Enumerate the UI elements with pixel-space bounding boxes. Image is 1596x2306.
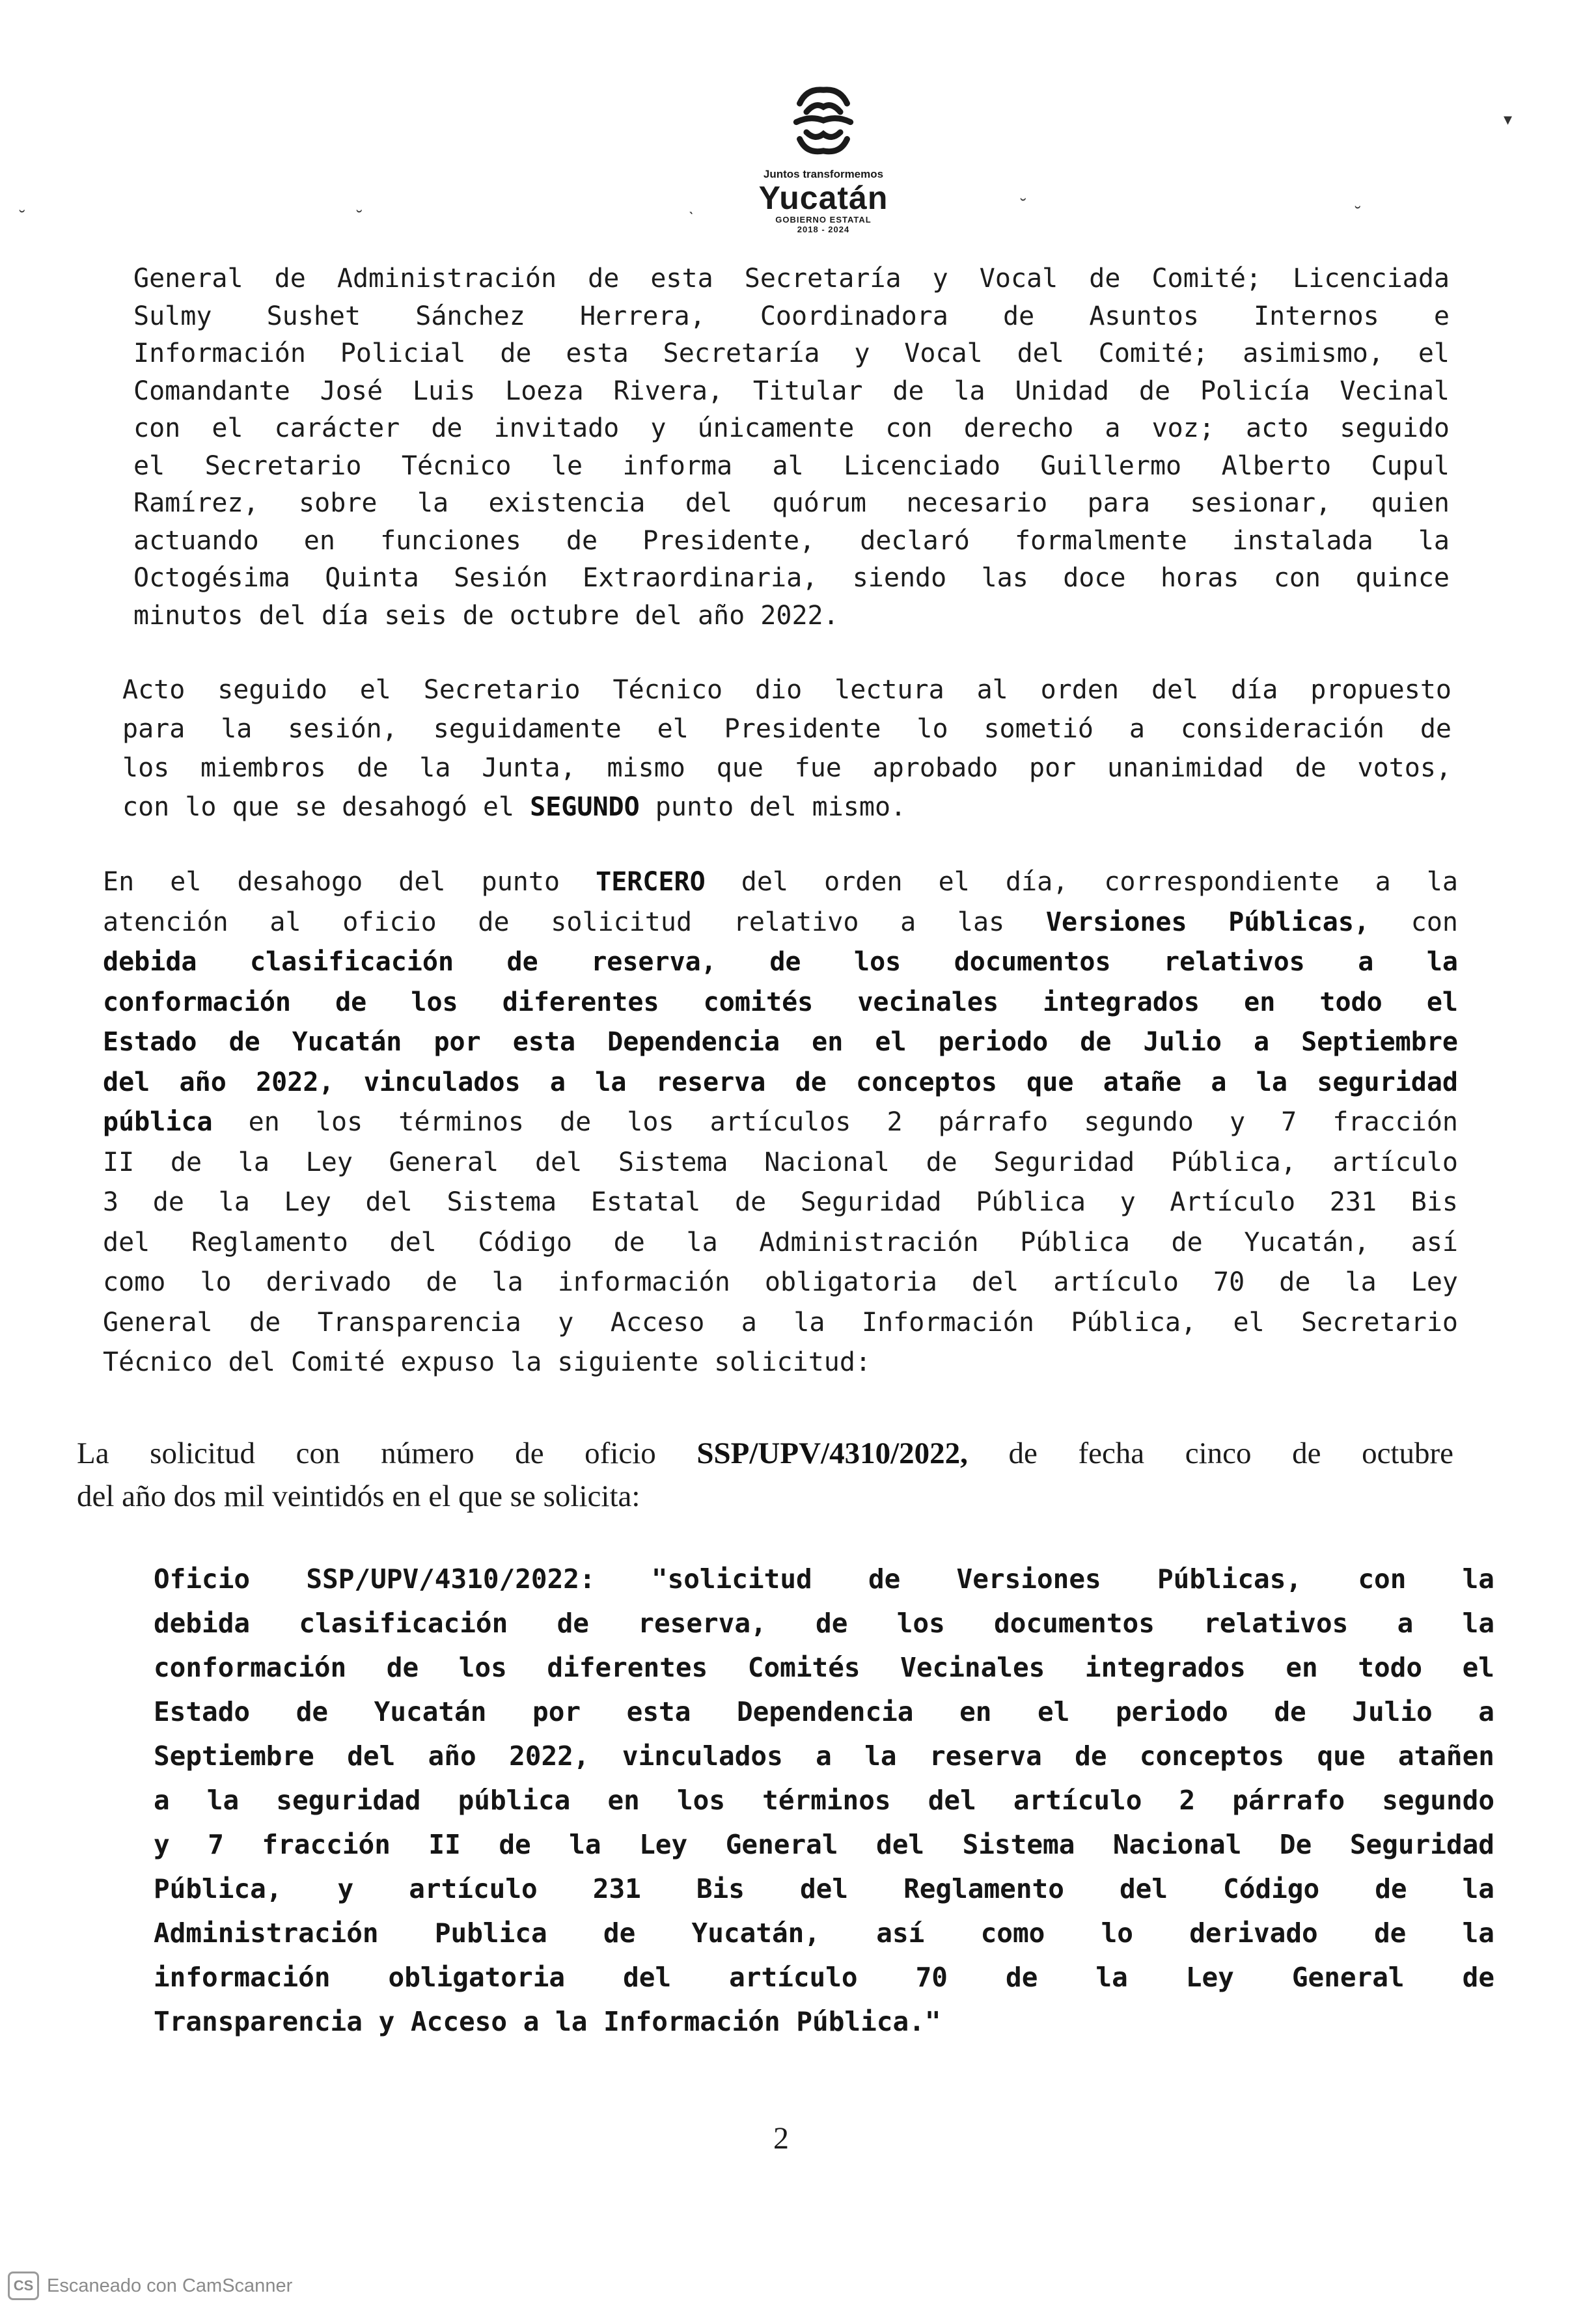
quote-line: a la seguridad pública en los términos del artículo 2 párrafo segundo bbox=[154, 1785, 1494, 1816]
text-run: con lo que se desahogó el bbox=[122, 792, 530, 822]
quote-line: y 7 fracción II de la Ley General del Sistema Nacional De Seguridad bbox=[154, 1829, 1494, 1860]
scan-speck: ▾ bbox=[1504, 109, 1513, 129]
text-line: minutos del día seis de octubre del año 2022. bbox=[133, 600, 839, 631]
quote-line: información obligatoria del artículo 70 de la Ley General de bbox=[154, 1962, 1494, 1993]
bold-text-line: del año 2022, vinculados a la reserva de conceptos que atañe a la seguridad bbox=[103, 1067, 1458, 1097]
logo-tagline: Juntos transformemos bbox=[763, 168, 884, 180]
text-line: Acto seguido el Secretario Técnico dio lectura al orden del día propuesto bbox=[122, 675, 1452, 705]
text-line: Comandante José Luis Loeza Rivera, Titular de la Unidad de Policía Vecinal bbox=[133, 376, 1450, 406]
text-line: Octogésima Quinta Sesión Extraordinaria, siendo las doce horas con quince bbox=[133, 563, 1450, 593]
text-line: Sulmy Sushet Sánchez Herrera, Coordinadora de Asuntos Internos e bbox=[133, 301, 1450, 331]
text-line: General de Administración de esta Secretaría y Vocal de Comité; Licenciada bbox=[133, 264, 1450, 294]
quote-line: Pública, y artículo 231 Bis del Reglamento del Código de la bbox=[154, 1873, 1494, 1904]
bold-text-line: Estado de Yucatán por esta Dependencia en el periodo de Julio a Septiembre bbox=[103, 1027, 1458, 1057]
text-line: del Reglamento del Código de la Administración Pública de Yucatán, así bbox=[103, 1227, 1458, 1257]
text-line: General de Transparencia y Acceso a la Información Pública, el Secretario bbox=[103, 1307, 1458, 1338]
text-line: del año dos mil veintidós en el que se solicita: bbox=[77, 1479, 640, 1513]
scan-speck: ˘ bbox=[1355, 203, 1361, 223]
paragraph-2 bbox=[122, 670, 1452, 827]
text-run: del orden el día, correspondiente a la bbox=[705, 867, 1458, 897]
scan-speck: ˘ bbox=[1021, 195, 1026, 215]
bold-term: SSP/UPV/4310/2022, bbox=[696, 1436, 968, 1470]
text-line: actuando en funciones de Presidente, declaró formalmente instalada la bbox=[133, 525, 1450, 556]
quote-line: Estado de Yucatán por esta Dependencia en el periodo de Julio a bbox=[154, 1696, 1494, 1727]
text-line: II de la Ley General del Sistema Nacional de Seguridad Pública, artículo bbox=[103, 1147, 1458, 1177]
quoted-request bbox=[154, 1557, 1494, 2044]
text-line: los miembros de la Junta, mismo que fue aprobado por unanimidad de votos, bbox=[122, 753, 1452, 783]
bold-term: SEGUNDO bbox=[530, 792, 640, 822]
text-run: de fecha cinco de octubre bbox=[967, 1436, 1453, 1470]
quote-line: Transparencia y Acceso a la Información Pública." bbox=[154, 2006, 941, 2037]
text-run: con bbox=[1369, 907, 1458, 937]
paragraph-4 bbox=[77, 1432, 1453, 1518]
quote-line: conformación de los diferentes Comités Vecinales integrados en todo el bbox=[154, 1652, 1494, 1683]
bold-text-line: debida clasificación de reserva, de los documentos relativos a la bbox=[103, 947, 1458, 977]
text-line: como lo derivado de la información obligatoria del artículo 70 de la Ley bbox=[103, 1267, 1458, 1297]
scan-speck: ˘ bbox=[357, 207, 363, 226]
text-line bbox=[77, 1432, 1453, 1475]
yucatan-emblem-icon bbox=[781, 78, 866, 163]
scanner-watermark bbox=[8, 2272, 292, 2300]
text-run: atención al oficio de solicitud relativo a las bbox=[103, 907, 1046, 937]
watermark-label: Escaneado con CamScanner bbox=[47, 2275, 293, 2296]
text-line: Ramírez, sobre la existencia del quórum necesario para sesionar, quien bbox=[133, 488, 1450, 518]
camscanner-icon: CS bbox=[8, 2272, 39, 2300]
scan-speck: ˘ bbox=[20, 207, 25, 226]
text-line: el Secretario Técnico le informa al Licenciado Guillermo Alberto Cupul bbox=[133, 450, 1450, 481]
text-line: Técnico del Comité expuso la siguiente solicitud: bbox=[103, 1347, 872, 1377]
header-logo bbox=[716, 78, 931, 234]
text-line: con el carácter de invitado y únicamente con derecho a voz; acto seguido bbox=[133, 413, 1450, 443]
text-run: punto del mismo. bbox=[639, 792, 907, 822]
text-run: La solicitud con número de oficio bbox=[77, 1436, 697, 1470]
text-line bbox=[122, 788, 1452, 827]
bold-term: TERCERO bbox=[596, 867, 706, 897]
logo-years: 2018 - 2024 bbox=[797, 225, 850, 234]
text-line: Información Policial de esta Secretaría y Vocal del Comité; asimismo, el bbox=[133, 338, 1450, 368]
paragraph-1 bbox=[133, 260, 1450, 635]
text-line bbox=[103, 862, 1458, 903]
text-line bbox=[103, 903, 1458, 943]
page-number: 2 bbox=[773, 2121, 789, 2156]
logo-name: Yucatán bbox=[758, 180, 888, 216]
bold-term: pública bbox=[103, 1107, 213, 1137]
quote-line: Septiembre del año 2022, vinculados a la reserva de conceptos que atañen bbox=[154, 1740, 1494, 1772]
bold-text-line: conformación de los diferentes comités vecinales integrados en todo el bbox=[103, 987, 1458, 1017]
text-run: en los términos de los artículos 2 párrafo segundo y 7 fracción bbox=[212, 1107, 1458, 1137]
paragraph-3 bbox=[103, 862, 1458, 1383]
quote-line: Administración Publica de Yucatán, así como lo derivado de la bbox=[154, 1917, 1494, 1949]
quote-line: debida clasificación de reserva, de los documentos relativos a la bbox=[154, 1608, 1494, 1639]
logo-subtitle: GOBIERNO ESTATAL bbox=[775, 215, 872, 225]
quote-line: Oficio SSP/UPV/4310/2022: "solicitud de Versiones Públicas, con la bbox=[154, 1563, 1494, 1595]
text-line bbox=[103, 1103, 1458, 1143]
text-line: para la sesión, seguidamente el Presidente lo sometió a consideración de bbox=[122, 714, 1452, 744]
scan-speck: ˎ bbox=[689, 195, 695, 215]
text-run: En el desahogo del punto bbox=[103, 867, 596, 897]
bold-term: Versiones Públicas, bbox=[1045, 907, 1370, 937]
text-line: 3 de la Ley del Sistema Estatal de Seguridad Pública y Artículo 231 Bis bbox=[103, 1187, 1458, 1217]
